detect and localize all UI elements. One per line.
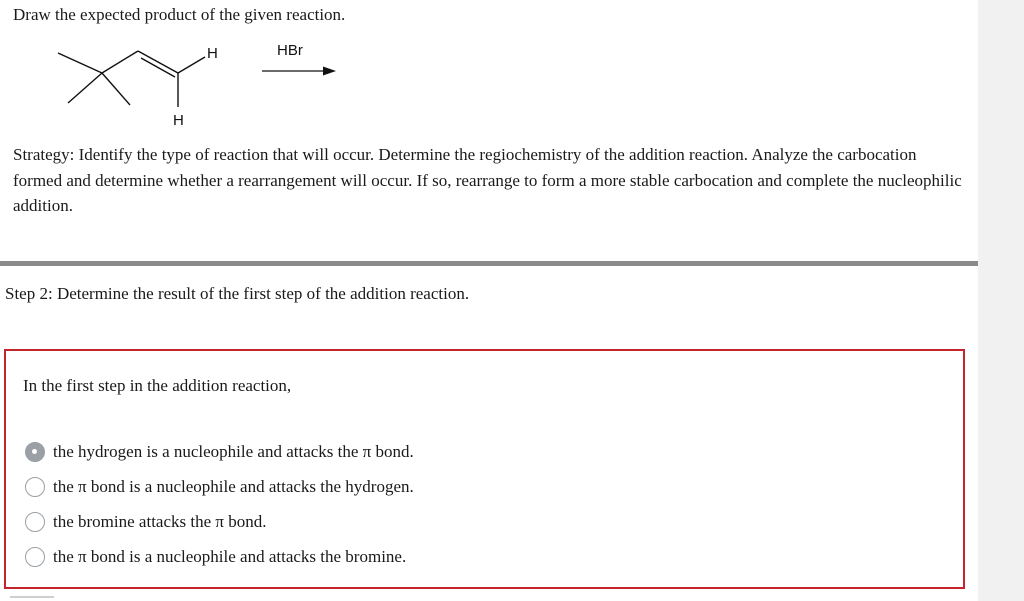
bond-line bbox=[102, 51, 138, 73]
option-label: the π bond is a nucleophile and attacks the hydrogen. bbox=[53, 476, 414, 496]
hydrogen-label-bottom: H bbox=[173, 112, 184, 129]
answer-box bbox=[4, 349, 965, 589]
bond-line bbox=[58, 53, 102, 73]
options-list bbox=[25, 434, 414, 574]
answer-option[interactable] bbox=[25, 469, 414, 504]
radio-button-icon[interactable] bbox=[25, 477, 45, 497]
reagent-label: HBr bbox=[277, 42, 303, 59]
radio-button-icon[interactable] bbox=[25, 547, 45, 567]
hydrogen-label-top: H bbox=[207, 45, 218, 62]
reaction-scheme bbox=[40, 35, 360, 135]
double-bond-line bbox=[138, 51, 178, 73]
bond-line bbox=[102, 73, 130, 105]
double-bond-line bbox=[141, 58, 175, 77]
answer-option[interactable] bbox=[25, 539, 414, 574]
step-heading: Step 2: Determine the result of the first step of the addition reaction. bbox=[5, 284, 470, 303]
option-label: the hydrogen is a nucleophile and attacks the π bond. bbox=[53, 441, 414, 461]
answer-option[interactable] bbox=[25, 434, 414, 469]
answer-option[interactable] bbox=[25, 504, 414, 539]
cropped-element bbox=[10, 596, 54, 598]
strategy-text: Strategy: Identify the type of reaction that will occur. Determine the regiochemistry of the addition reaction. Analyze the carbocation formed and determine whether a rearrangement will occur. If so, rearrange to form a more stable carbocation and complete the nucleophilic addition. bbox=[13, 145, 962, 215]
radio-button-selected-icon[interactable] bbox=[25, 442, 45, 462]
question-title: Draw the expected product of the given reaction. bbox=[13, 5, 346, 24]
question-prompt: In the first step in the addition reaction, bbox=[23, 376, 292, 395]
right-gutter bbox=[978, 0, 1024, 601]
arrow-head-icon bbox=[323, 67, 336, 76]
bond-line bbox=[178, 57, 205, 73]
radio-button-icon[interactable] bbox=[25, 512, 45, 532]
option-label: the bromine attacks the π bond. bbox=[53, 511, 267, 531]
option-label: the π bond is a nucleophile and attacks the bromine. bbox=[53, 546, 407, 566]
section-divider bbox=[0, 261, 978, 266]
bond-line bbox=[68, 73, 102, 103]
